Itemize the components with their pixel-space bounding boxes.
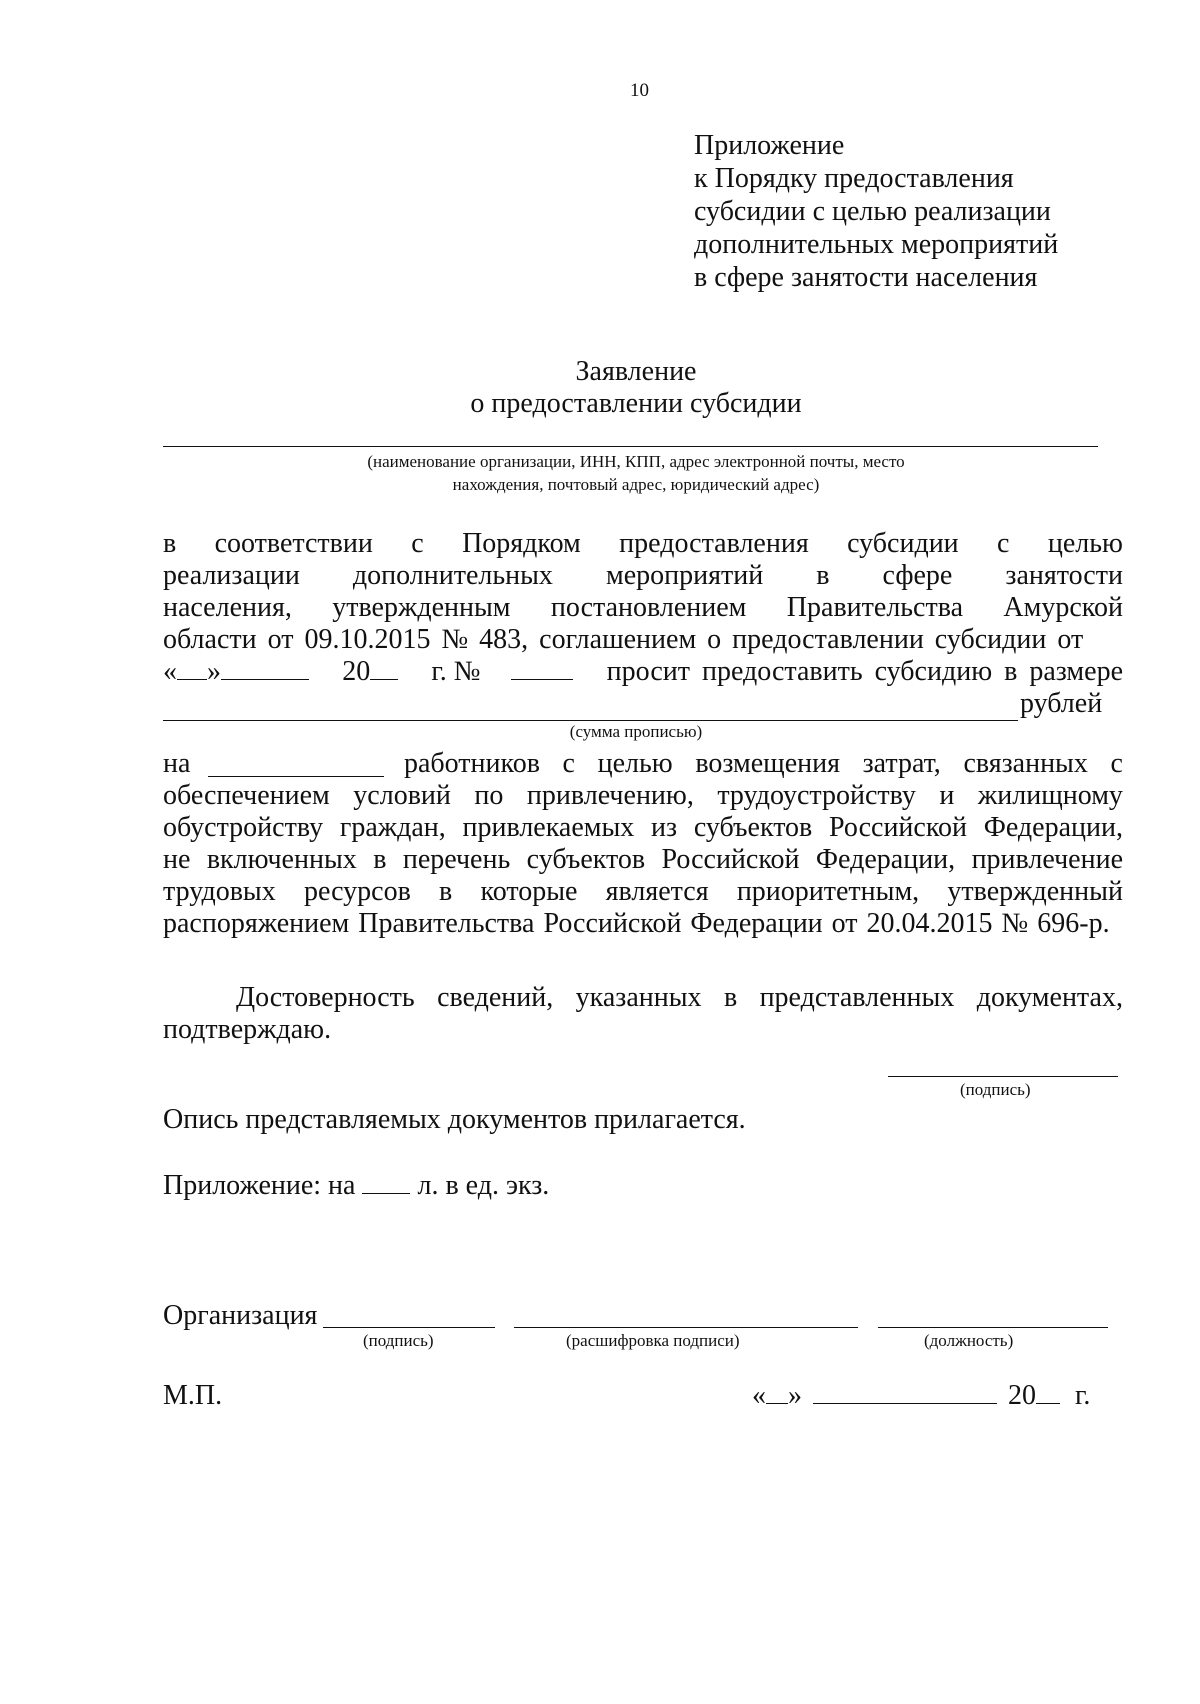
subsidy-amount-line[interactable] [163,720,1018,721]
word: с [562,748,575,779]
quote-close: » [207,656,221,687]
word: дополнительных [352,560,553,591]
word: приоритетным, [736,876,920,907]
document-title: Заявление [575,356,697,387]
word: утвержденным [332,592,511,623]
word: Российской [661,844,800,875]
appendix-line: в сфере занятости населения [694,262,1038,293]
org-decoding-caption: (расшифровка подписи) [566,1331,740,1350]
word: утвержденный [947,876,1123,907]
word: по [474,780,504,811]
word: сфере [882,560,953,591]
word: Правительства [786,592,963,623]
word: целью [597,748,673,779]
word: затрат, [862,748,941,779]
org-position-caption: (должность) [924,1331,1014,1350]
word: трудовых [163,876,276,907]
appendix-line: к Порядку предоставления [694,163,1014,194]
body2-line1-rest [404,748,1123,780]
date-day-blank[interactable] [766,1381,788,1404]
body2-line6: распоряжением Правительства Российской Федерации от 20.04.2015 № 696-р. [163,908,1110,939]
org-signature-decoding-line[interactable] [514,1327,858,1328]
date-year-suffix: г. [1075,1380,1091,1411]
agreement-number-group [431,656,573,688]
rubles-label: рублей [1020,688,1103,719]
word: в [439,876,453,907]
body2-line5 [163,876,1123,908]
attachment-line [163,1170,549,1202]
word: граждан, [339,812,446,843]
word: условий [353,780,451,811]
body1-line2 [163,560,1123,592]
org-signature-line[interactable] [323,1327,495,1328]
appendix-line: субсидии с целью реализации [694,196,1051,227]
word: постановлением [550,592,747,623]
date-year-blank[interactable] [1036,1381,1060,1404]
word: в [163,528,177,559]
word: указанных [575,982,702,1013]
attachment-prefix: Приложение: на [163,1170,356,1201]
word: Порядком [462,528,581,559]
word: Амурской [1003,592,1123,623]
word: целью [1047,528,1123,559]
word: с [1110,748,1123,779]
word: привлекаемых [462,812,635,843]
attachment-suffix: л. в ед. экз. [417,1170,550,1201]
word: обеспечением [163,780,330,811]
document-subtitle: о предоставлении субсидии [470,388,802,419]
word: мероприятий [605,560,764,591]
agreement-year-group [342,656,398,688]
word: включенных [206,844,357,875]
organization-caption-line1: (наименование организации, ИНН, КПП, адрес электронной почты, место [367,452,905,471]
word: привлечению, [526,780,694,811]
word: в [723,982,738,1013]
quote-open: « [163,656,177,687]
word: Федерации, [983,812,1123,843]
word: обустройству [163,812,324,843]
date-quote-close: » [788,1380,802,1411]
body1-line5 [163,656,1123,688]
word: ресурсов [303,876,411,907]
body2-line1-prefix: на [163,748,191,779]
agreement-number-blank[interactable] [511,657,573,680]
word: и [939,780,955,811]
date-year-prefix: 20 [1008,1380,1036,1411]
stamp-label: М.П. [163,1380,223,1411]
word: связанных [963,748,1088,779]
word: привлечение [971,844,1123,875]
sum-caption: (сумма прописью) [569,722,703,741]
agreement-date-group [163,656,309,688]
word: Достоверность [236,982,415,1013]
attachment-sheets-blank[interactable] [362,1171,410,1194]
organization-label: Организация [163,1300,318,1331]
word: реализации [163,560,300,591]
word: Федерации, [815,844,956,875]
word: субъектов [693,812,813,843]
word: населения, [163,592,292,623]
body2-line2 [163,780,1123,812]
word: работников [404,748,540,779]
word: перечень [402,844,511,875]
word: в [373,844,387,875]
signature-caption: (подпись) [960,1080,1031,1099]
word: занятости [1005,560,1123,591]
confirm-line2: подтверждаю. [163,1014,332,1045]
word: жилищному [977,780,1123,811]
word: которые [480,876,578,907]
word: субъектов [526,844,646,875]
organization-name-line[interactable] [163,446,1098,447]
word: трудоустройству [717,780,916,811]
word: не [163,844,191,875]
body1-line1 [163,528,1123,560]
body1-line3 [163,592,1123,624]
word: из [651,812,678,843]
word: сведений, [437,982,554,1013]
agreement-year-prefix: 20 [342,656,371,687]
org-signature-caption: (подпись) [363,1331,434,1350]
appendix-line: Приложение [694,130,845,161]
word: предоставления [619,528,809,559]
org-position-line[interactable] [878,1327,1108,1328]
request-text: просит предоставить субсидию в размере [606,656,1123,687]
date-quote-open: « [752,1380,766,1411]
word: с [997,528,1010,559]
word: документах, [976,982,1123,1013]
word: является [605,876,709,907]
word: представленных [759,982,955,1013]
body2-line3 [163,812,1123,844]
word: Российской [829,812,968,843]
organization-caption-line2: нахождения, почтовый адрес, юридический адрес) [452,475,820,494]
agreement-month-blank[interactable] [221,657,309,680]
agreement-day-blank[interactable] [177,657,207,680]
word: субсидии [847,528,959,559]
workers-count-line[interactable] [208,776,384,777]
appendix-line: дополнительных мероприятий [694,229,1059,260]
word: возмещения [695,748,840,779]
agreement-year-blank[interactable] [370,657,398,680]
agreement-number-label: г. № [431,656,481,687]
confirm-line1 [236,982,1123,1014]
word: соответствии [214,528,373,559]
page-number: 10 [630,80,649,101]
word: с [411,528,424,559]
date-month-blank[interactable] [813,1381,997,1404]
date-line [752,1380,1090,1412]
inventory-text: Опись представляемых документов прилагается. [163,1104,746,1135]
signature-line[interactable] [888,1076,1118,1077]
word: в [816,560,830,591]
body1-line4: области от 09.10.2015 № 483, соглашением о предоставлении субсидии от [163,624,1084,655]
body2-line4 [163,844,1123,876]
